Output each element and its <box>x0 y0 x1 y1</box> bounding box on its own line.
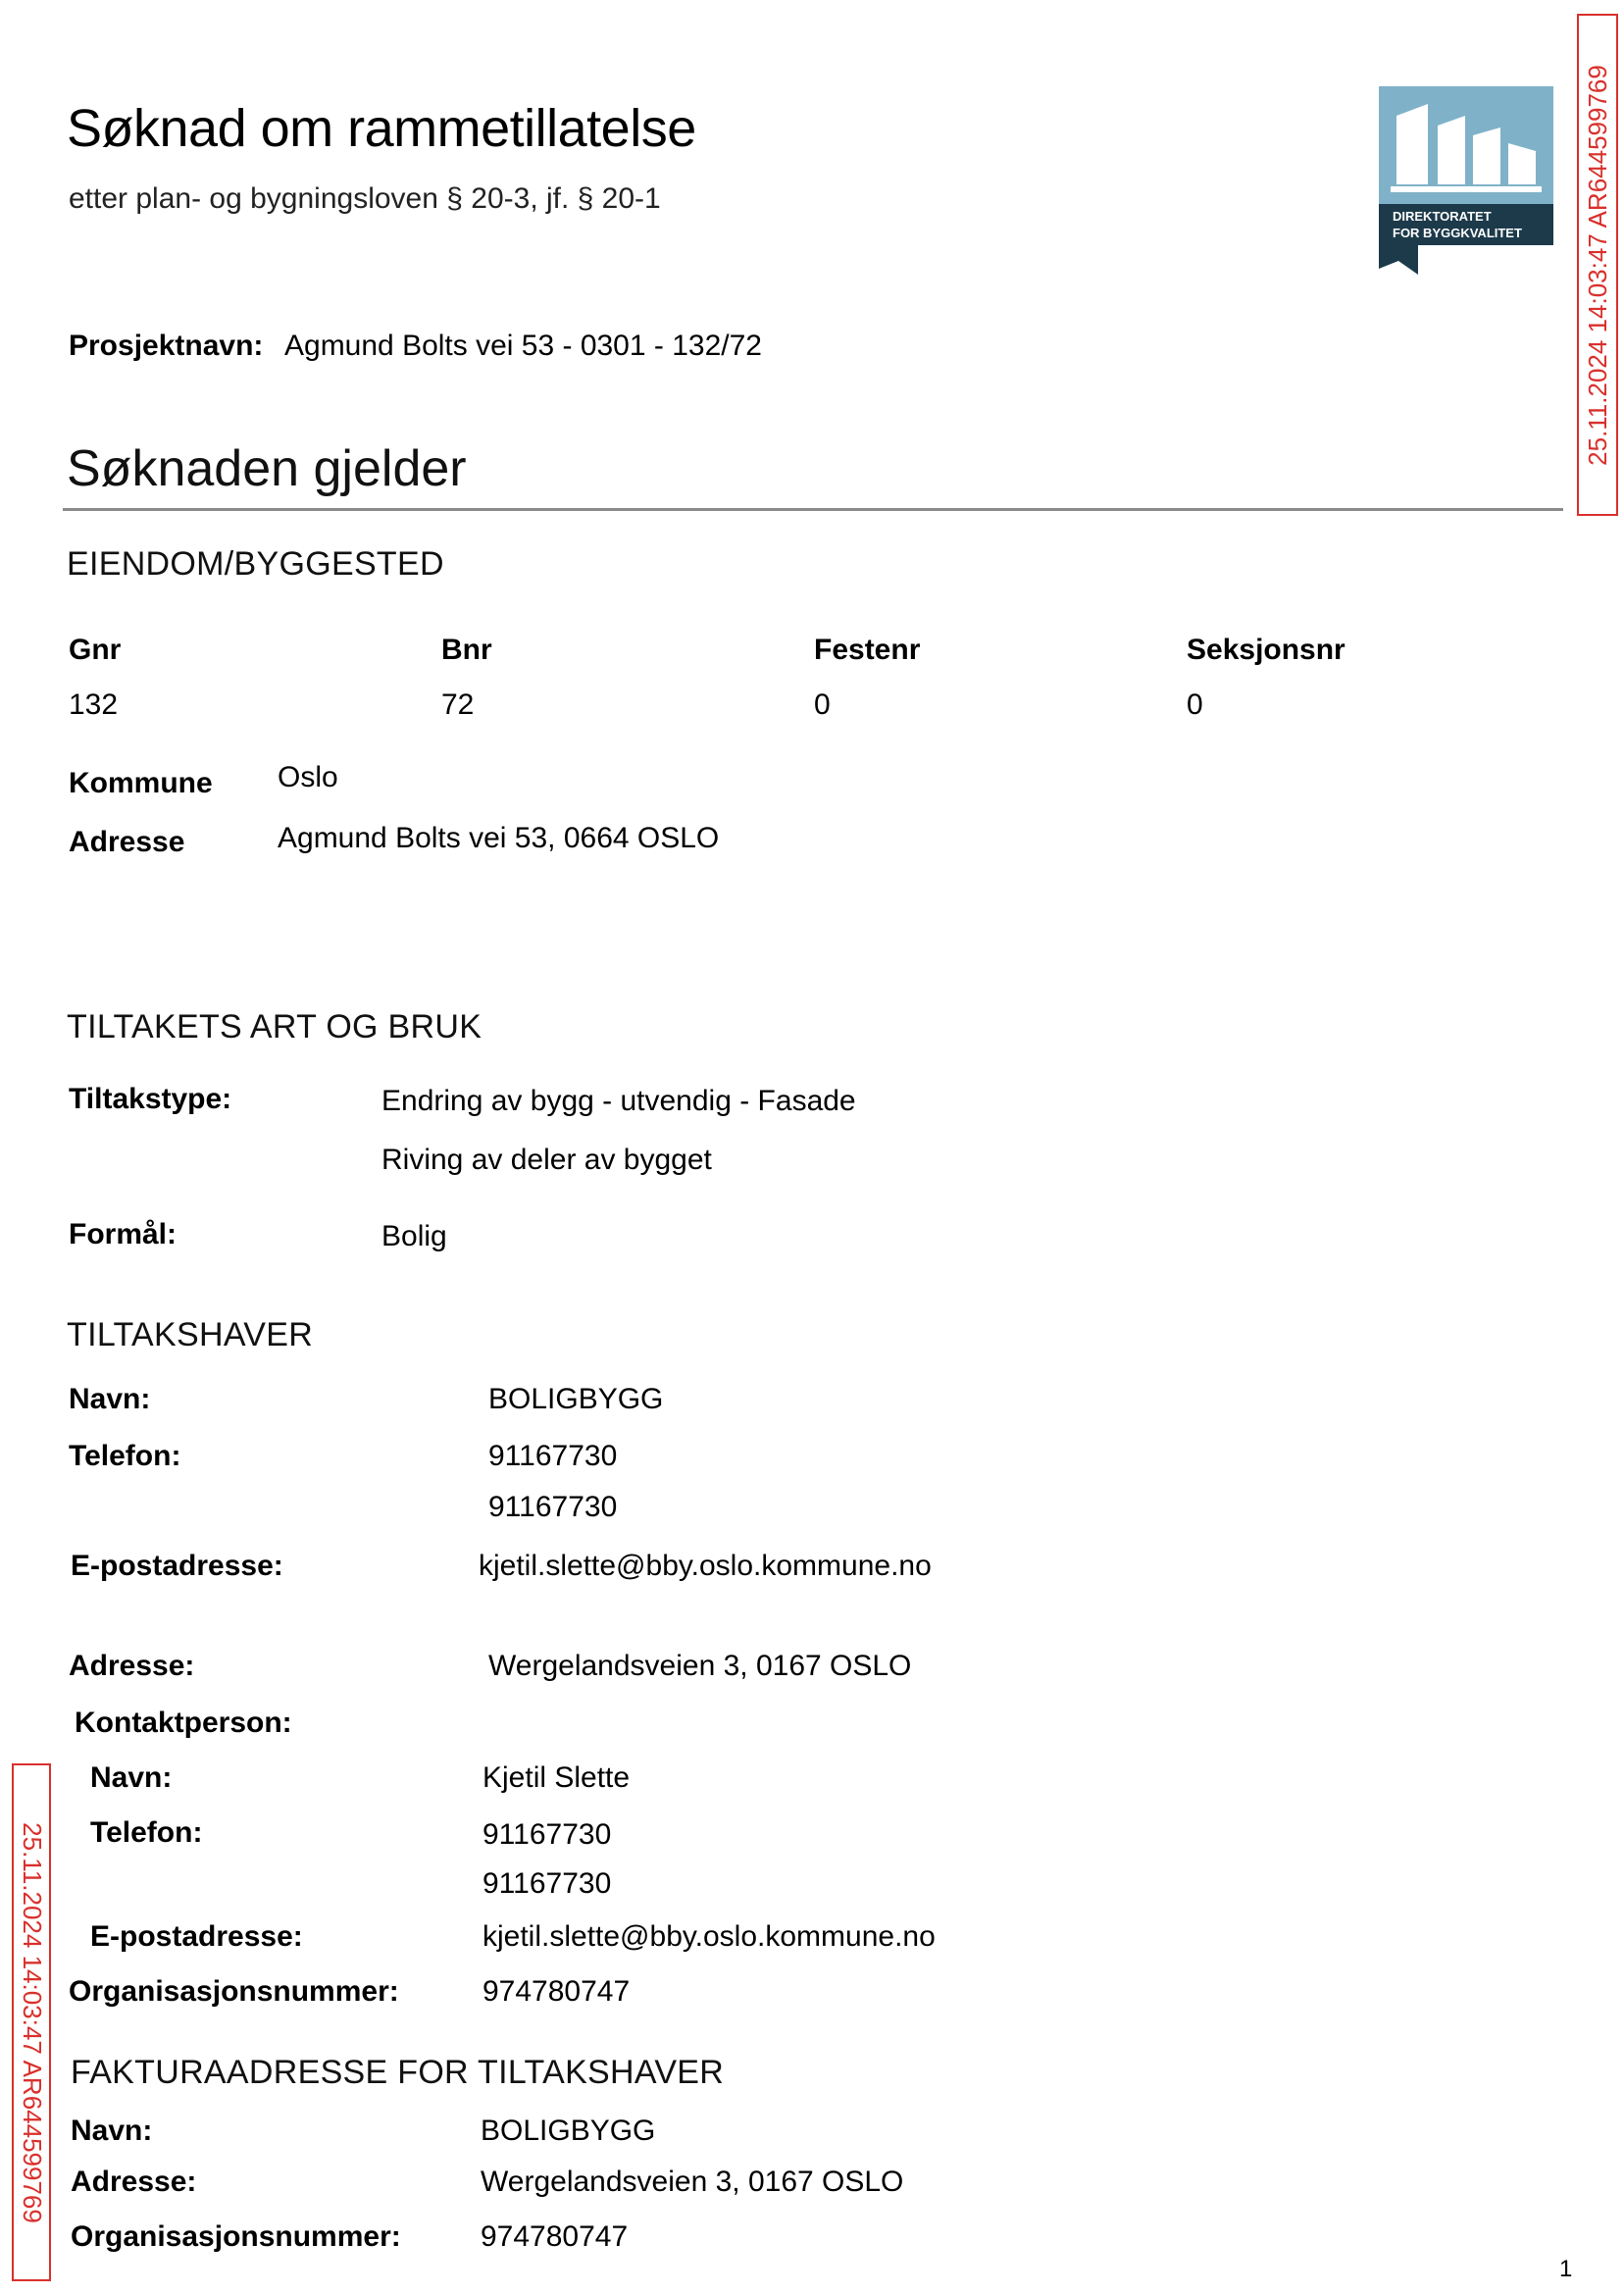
tiltakstype-value-2: Riving av deler av bygget <box>381 1144 712 1176</box>
gnr-value: 132 <box>69 688 119 721</box>
formal-label: Formål: <box>69 1218 178 1250</box>
tiltakshaver-epost-label: E-postadresse: <box>71 1550 283 1582</box>
tiltakshaver-adresse-label: Adresse: <box>69 1650 195 1682</box>
kontakt-epost-value: kjetil.slette@bby.oslo.kommune.no <box>482 1920 936 1953</box>
tiltakshaver-telefon-label: Telefon: <box>69 1440 181 1472</box>
project-label: Prosjektnavn: <box>69 330 264 362</box>
kontakt-navn-label: Navn: <box>90 1761 173 1794</box>
adresse-label: Adresse <box>69 826 185 858</box>
section-divider <box>63 508 1563 511</box>
tiltakshaver-adresse-value: Wergelandsveien 3, 0167 OSLO <box>488 1650 912 1682</box>
tiltakshaver-telefon-value-2: 91167730 <box>488 1491 618 1523</box>
dibk-logo-icon <box>1379 86 1553 275</box>
page-number: 1 <box>1559 2256 1573 2282</box>
kontaktperson-label: Kontaktperson: <box>75 1707 292 1739</box>
kontakt-navn-value: Kjetil Slette <box>482 1761 631 1794</box>
archive-stamp-top <box>1577 14 1618 516</box>
tiltakshaver-navn-label: Navn: <box>69 1383 151 1415</box>
tiltakshaver-navn-value: BOLIGBYGG <box>488 1383 664 1415</box>
faktura-orgnr-label: Organisasjonsnummer: <box>71 2220 401 2253</box>
orgnr-value: 974780747 <box>482 1975 631 2008</box>
archive-stamp-bottom <box>12 1763 51 2281</box>
document-subtitle: etter plan- og bygningsloven § 20-3, jf. § 20-1 <box>69 182 661 215</box>
faktura-adresse-value: Wergelandsveien 3, 0167 OSLO <box>481 2166 904 2198</box>
kommune-label: Kommune <box>69 767 213 799</box>
tiltak-heading: TILTAKETS ART OG BRUK <box>67 1008 482 1045</box>
kontakt-telefon-label: Telefon: <box>90 1816 203 1849</box>
faktura-adresse-label: Adresse: <box>71 2166 197 2198</box>
festenr-label: Festenr <box>814 634 921 666</box>
bnr-label: Bnr <box>441 634 492 666</box>
tiltakshaver-telefon-value-1: 91167730 <box>488 1440 618 1472</box>
document-title: Søknad om rammetillatelse <box>67 99 696 158</box>
tiltakstype-value-1: Endring av bygg - utvendig - Fasade <box>381 1085 856 1117</box>
archive-stamp-top-text: 25.11.2024 14:03:47 AR644599769 <box>1582 64 1612 466</box>
logo-text-line2: FOR BYGGKVALITET <box>1393 226 1522 240</box>
festenr-value: 0 <box>814 688 831 721</box>
tiltakshaver-epost-value: kjetil.slette@bby.oslo.kommune.no <box>479 1550 932 1582</box>
project-value: Agmund Bolts vei 53 - 0301 - 132/72 <box>284 330 762 362</box>
property-heading: EIENDOM/BYGGESTED <box>67 545 444 583</box>
kontakt-telefon-value-2: 91167730 <box>482 1867 612 1900</box>
kommune-value: Oslo <box>278 761 338 793</box>
seksjonsnr-label: Seksjonsnr <box>1187 634 1345 666</box>
gnr-label: Gnr <box>69 634 122 666</box>
bnr-value: 72 <box>441 688 475 721</box>
faktura-navn-label: Navn: <box>71 2115 153 2147</box>
orgnr-label: Organisasjonsnummer: <box>69 1975 399 2008</box>
faktura-heading: FAKTURAADRESSE FOR TILTAKSHAVER <box>71 2054 725 2091</box>
faktura-orgnr-value: 974780747 <box>481 2220 629 2253</box>
tiltakstype-label: Tiltakstype: <box>69 1083 232 1115</box>
adresse-value: Agmund Bolts vei 53, 0664 OSLO <box>278 822 720 854</box>
formal-value: Bolig <box>381 1220 447 1252</box>
section-title: Søknaden gjelder <box>67 440 467 497</box>
archive-stamp-bottom-text: 25.11.2024 14:03:47 AR644599769 <box>17 1821 47 2223</box>
kontakt-telefon-value-1: 91167730 <box>482 1818 612 1851</box>
faktura-navn-value: BOLIGBYGG <box>481 2115 656 2147</box>
kontakt-epost-label: E-postadresse: <box>90 1920 303 1953</box>
tiltakshaver-heading: TILTAKSHAVER <box>67 1316 314 1353</box>
dibk-logo <box>1379 86 1553 275</box>
logo-text-line1: DIREKTORATET <box>1393 209 1492 224</box>
seksjonsnr-value: 0 <box>1187 688 1203 721</box>
